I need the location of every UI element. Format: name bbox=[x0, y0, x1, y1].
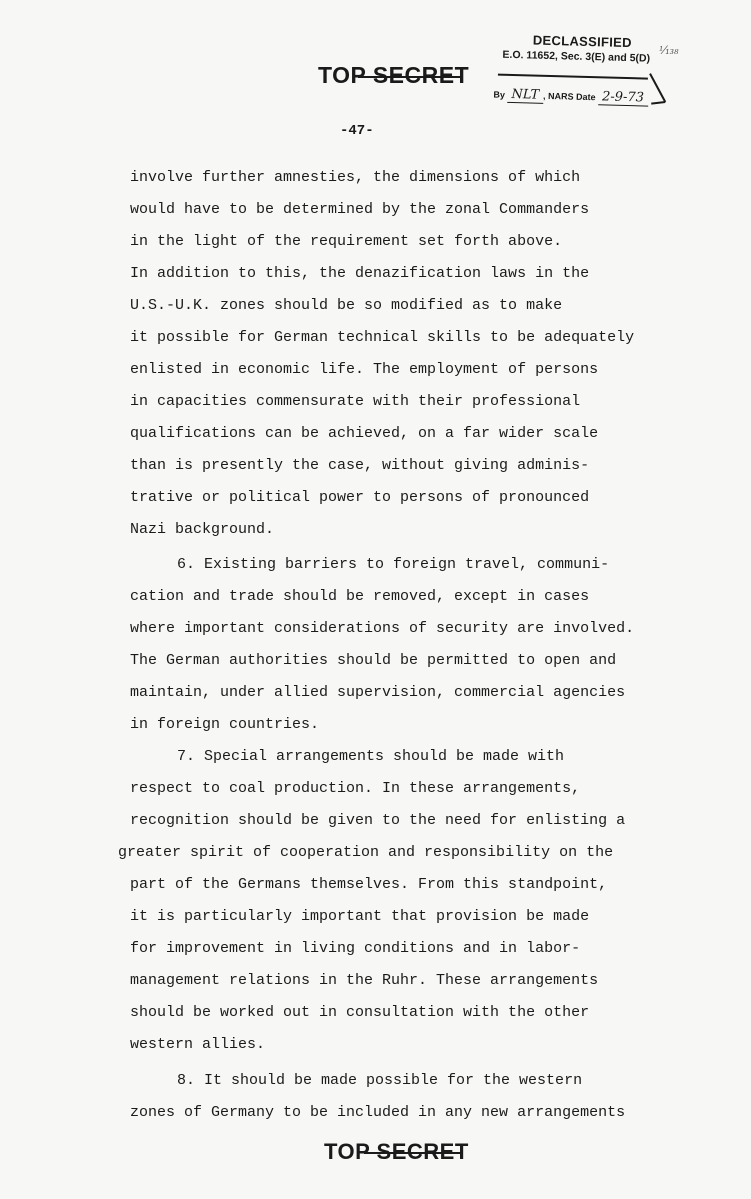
body-line: would have to be determined by the zonal Commanders bbox=[130, 201, 590, 218]
body-line: 8. It should be made possible for the western bbox=[177, 1072, 583, 1089]
body-line: part of the Germans themselves. From this standpoint, bbox=[130, 876, 608, 893]
body-line: maintain, under allied supervision, commercial agencies bbox=[130, 684, 626, 701]
stamp-nars-date: 2-9-73 bbox=[598, 89, 648, 106]
body-line: western allies. bbox=[130, 1036, 266, 1053]
stamp-rule bbox=[498, 74, 648, 80]
body-line: in foreign countries. bbox=[130, 716, 320, 733]
body-line: in the light of the requirement set forth above. bbox=[130, 233, 563, 250]
body-line: for improvement in living conditions and in labor- bbox=[130, 940, 581, 957]
body-line: recognition should be given to the need for enlisting a bbox=[130, 812, 626, 829]
body-line: The German authorities should be permitted to open and bbox=[130, 652, 617, 669]
stamp-heading: DECLASSIFIED bbox=[532, 32, 632, 51]
stamp-authority: E.O. 11652, Sec. 3(E) and 5(D) bbox=[502, 48, 651, 65]
strikethrough-mark bbox=[358, 76, 463, 78]
body-line: 6. Existing barriers to foreign travel, communi- bbox=[177, 556, 610, 573]
body-line: trative or political power to persons of pronounced bbox=[130, 489, 590, 506]
classification-footer-text: TOP SECRET bbox=[324, 1139, 469, 1164]
stamp-bracket-icon bbox=[647, 72, 668, 107]
stamp-by-label: By bbox=[493, 89, 506, 100]
classification-header bbox=[318, 62, 469, 89]
body-line: it possible for German technical skills to be adequately bbox=[130, 329, 635, 346]
body-line: U.S.-U.K. zones should be so modified as to make bbox=[130, 297, 563, 314]
body-line: than is presently the case, without giving adminis- bbox=[130, 457, 590, 474]
body-line: qualifications can be achieved, on a far wider scale bbox=[130, 425, 599, 442]
body-line: 7. Special arrangements should be made with bbox=[177, 748, 565, 765]
stamp-by-line bbox=[493, 87, 648, 106]
body-line: In addition to this, the denazification laws in the bbox=[130, 265, 590, 282]
body-line: where important considerations of security are involved. bbox=[130, 620, 635, 637]
body-line: management relations in the Ruhr. These arrangements bbox=[130, 972, 599, 989]
classification-footer bbox=[324, 1139, 469, 1165]
body-line: zones of Germany to be included in any new arrangements bbox=[130, 1104, 626, 1121]
body-line: enlisted in economic life. The employment of persons bbox=[130, 361, 599, 378]
stamp-initials: NLT bbox=[507, 87, 543, 104]
strikethrough-mark bbox=[364, 1152, 463, 1154]
margin-annotation: ¹⁄₁₃₈ bbox=[659, 44, 679, 57]
stamp-nars-label: , NARS Date bbox=[542, 90, 596, 103]
body-line: respect to coal production. In these arrangements, bbox=[130, 780, 581, 797]
page-number: -47- bbox=[340, 123, 374, 139]
classification-header-text: TOP SECRET bbox=[318, 62, 470, 88]
body-line: should be worked out in consultation with the other bbox=[130, 1004, 590, 1021]
body-line: Nazi background. bbox=[130, 521, 275, 538]
body-line: cation and trade should be removed, except in cases bbox=[130, 588, 590, 605]
body-line: it is particularly important that provision be made bbox=[130, 908, 590, 925]
body-line: in capacities commensurate with their professional bbox=[130, 393, 581, 410]
body-line: involve further amnesties, the dimensions of which bbox=[130, 169, 581, 186]
body-line: greater spirit of cooperation and responsibility on the bbox=[118, 844, 614, 861]
